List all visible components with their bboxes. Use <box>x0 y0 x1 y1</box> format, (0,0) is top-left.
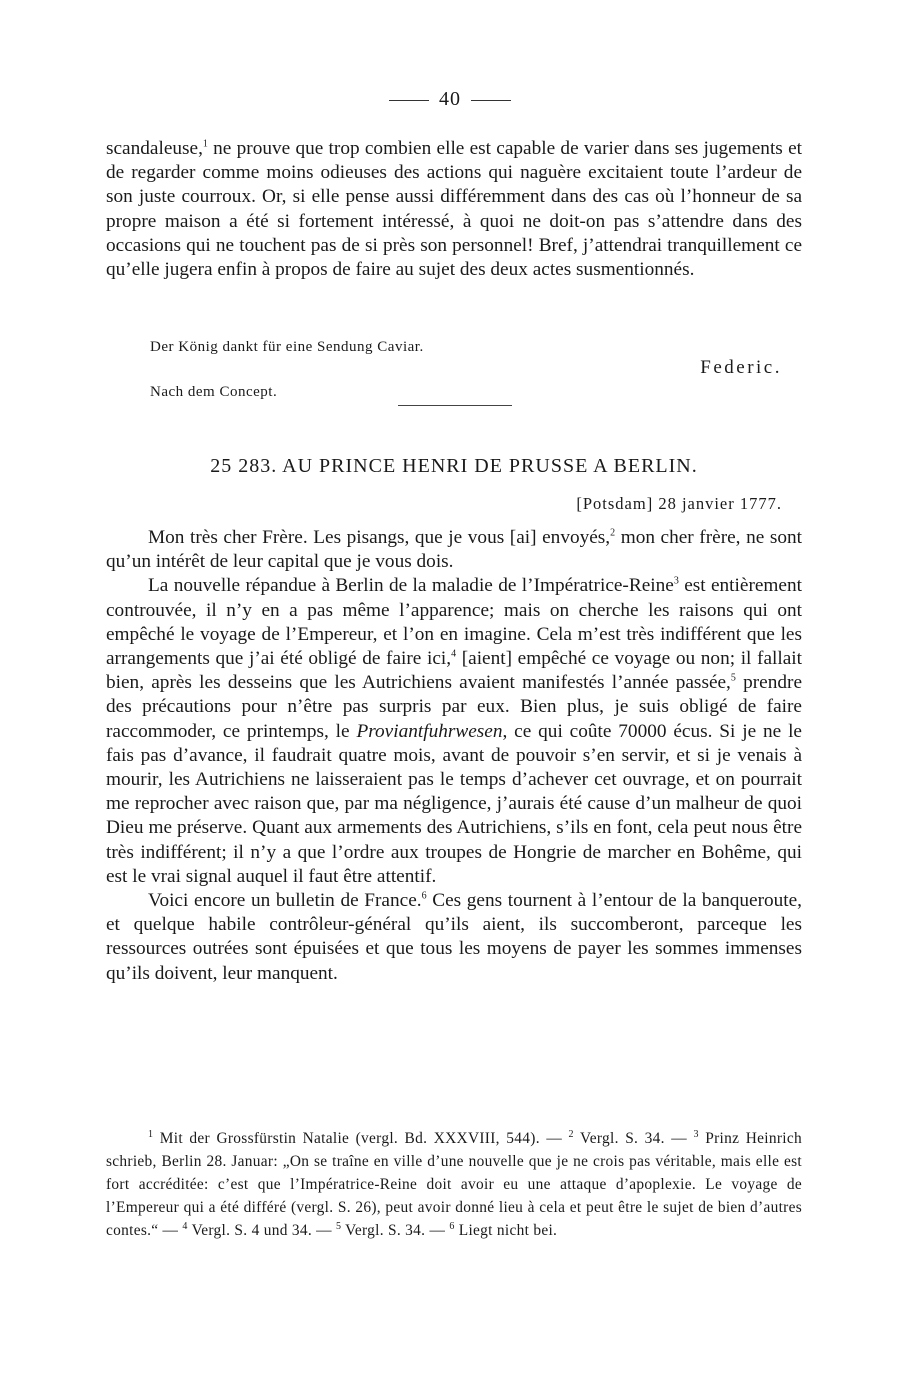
letter-dateline: [Potsdam] 28 janvier 1777. <box>576 494 782 513</box>
page-header <box>0 88 900 111</box>
footnote-marker-5: 5 <box>730 672 736 684</box>
section-divider <box>398 405 512 406</box>
signature: Federic. <box>700 357 782 378</box>
footnote-marker-3: 3 <box>673 575 679 587</box>
footnotes: $^1$ Mit der Grossfürstin Natalie (vergl. Bd. XXXVIII, 544). — $^2$ Vergl. S. 34. — $^3$ Prinz Heinrich schrieb, Berlin 28. Januar: „On se traîne en ville d’une nouvelle que je ne crois pas véritable, mais elle est fort accréditée: c’est que l’Impératrice-Reine doit avoir eu une attaque d’apoplexie. Le voyage de l’Empereur qui a été différé (vergl. S. 26), peut avoir donné lieu à cela et peut être le sujet de bien d’autres contes.“ — $^4$ Vergl. S. 4 und 34. — $^5$ Vergl. S. 34. — $^6$ Liegt nicht bei. <box>106 1128 802 1239</box>
header-dash-right <box>471 100 511 101</box>
header-dash-left <box>389 100 429 101</box>
continuation-paragraph: scandaleuse,$^1$ ne prouve que trop combien elle est capable de varier dans ses jugements et de regarder comme moins odieuses des actions qui naguère excitaient toute l’ardeur de son juste courroux. Or, si elle pense aussi différemment dans des cas où l’honneur de sa propre maison a été si fortement intéressé, à quoi ne doit-on pas s’attendre dans des occasions qui ne touchent pas de si près son personnel! Bref, j’attendrai tranquillement ce qu’elle jugera enfin à propos de faire au sujet des deux actes susmentionnés. <box>106 138 802 281</box>
letter-paragraph-3: Voici encore un bulletin de France.$^6$ Ces gens tournent à l’entour de la banqueroute, et quelque habile contrôleur-général qu’ils aient, ils succomberont, parceque les ressources outrées sont épuisées et que tous les moyens de payer les sommes immenses qu’ils doivent, leur manquent. <box>106 890 803 984</box>
letter-paragraph-1: Mon très cher Frère. Les pisangs, que je vous [ai] envoyés,$^2$ mon cher frère, ne sont qu’un intérêt de leur capital que je vous dois. <box>106 527 802 573</box>
footnote-marker-2: 2 <box>610 527 616 539</box>
footnote-marker-6: 6 <box>421 890 427 902</box>
source-note: Nach dem Concept. <box>150 384 278 400</box>
letter-paragraph-2: La nouvelle répandue à Berlin de la maladie de l’Impératrice-Reine$^3$ est entièrement controuvée, il n’y en a pas même l’apparence; mais on cherche les raisons qui ont empêché le voyage de l’Empereur, et l’on en imagine. Cela m’est très indifférent que les arrangements que j’ai été obligé de faire ici,$^4$ [aient] empêché ce voyage ou non; il fallait bien, après les desseins que les Autrichiens avaient manifestés l’année passée,$^5$ prendre des précautions pour n’être pas surpris par eux. Bien plus, je suis obligé de faire raccommoder, ce printemps, le Proviantfuhrwesen, ce qui coûte 70000 écus. Si je ne le fais pas d’avance, il faudrait quatre mois, avant de pouvoir s’en servir, et si je venais à mourir, les Autrichiens ne laisseraient pas le temps d’achever cet ouvrage, et on pourrait me reprocher avec raison que, par ma négligence, j’aurais été cause d’un malheur de quoi Dieu me préserve. Quant aux armements des Autrichiens, s’ils en font, cela peut nous être très indifférent; il n’y a que l’ordre aux troupes de Hongrie de marcher en Bohême, qui est le vrai signal auquel il faut être attentif. <box>106 575 803 887</box>
editorial-remark: Der König dankt für eine Sendung Caviar. <box>150 339 424 355</box>
footnote-marker-1: 1 <box>202 138 208 150</box>
page-number: 40 <box>439 88 461 110</box>
italic-term: Proviantfuhrwesen <box>356 720 503 742</box>
letter-heading: 25 283. AU PRINCE HENRI DE PRUSSE A BERLIN. <box>210 455 698 477</box>
letter-body <box>106 526 802 986</box>
footnote-marker-4: 4 <box>451 648 457 660</box>
